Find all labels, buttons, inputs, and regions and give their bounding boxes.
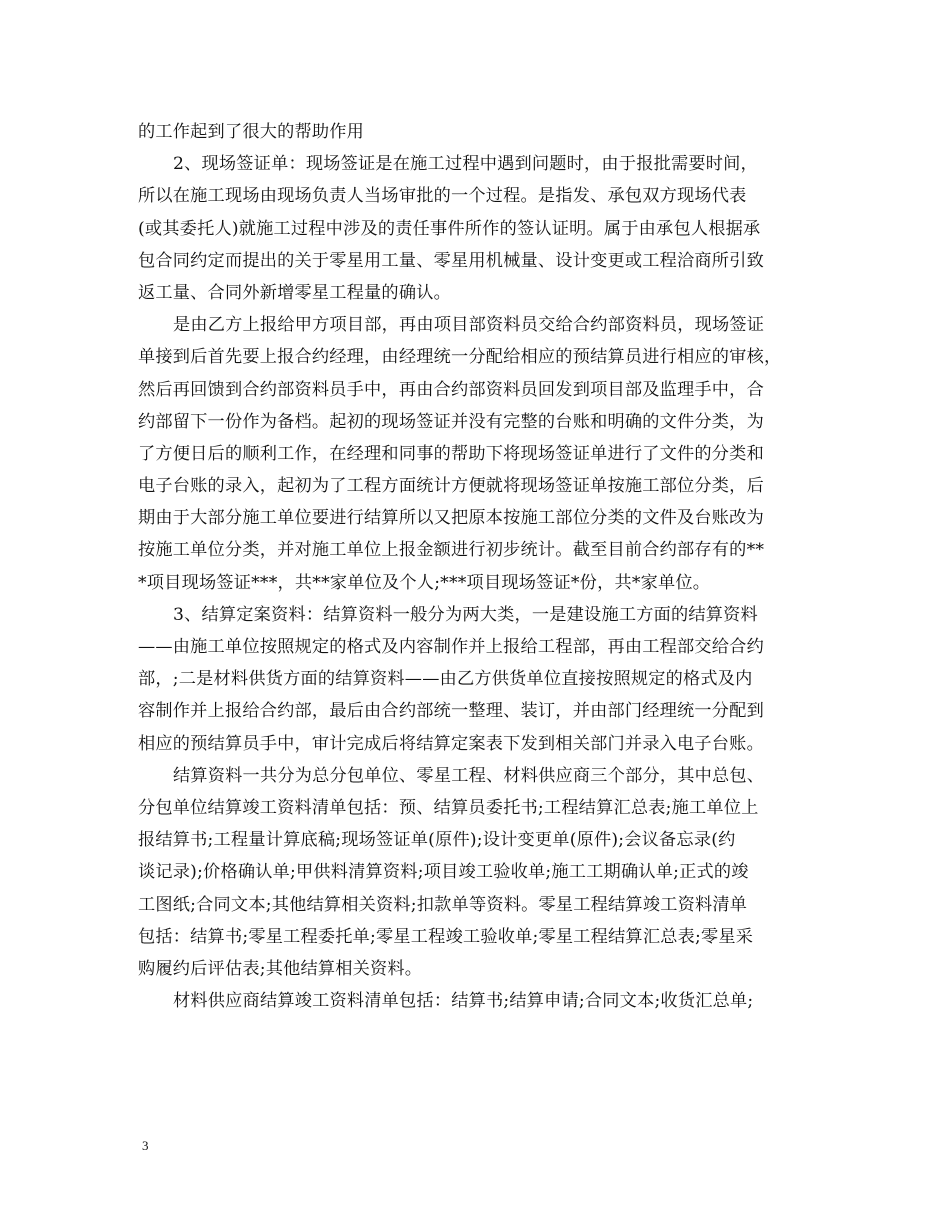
text-line: 了方便日后的顺利工作，在经理和同事的帮助下将现场签证单进行了文件的分类和 [138, 443, 764, 464]
text-line: 所以在施工现场由现场负责人当场审批的一个过程。是指发、承包双方现场代表 [138, 186, 747, 207]
text-line: 然后再回馈到合约部资料员手中，再由合约部资料员回发到项目部及监理手中，合 [138, 379, 764, 400]
text-line: 部，;二是材料供货方面的结算资料——由乙方供货单位直接按照规定的格式及内 [138, 669, 753, 690]
text-line: 期由于大部分施工单位要进行结算所以又把原本按施工部位分类的文件及台账改为 [138, 508, 764, 529]
text-line: (或其委托人)就施工过程中涉及的责任事件所作的签认证明。属于由承包人根据承 [138, 218, 761, 239]
paragraph-start-line: 3、结算定案资料：结算资料一般分为两大类，一是建设施工方面的结算资料 [173, 604, 758, 625]
paragraph-start-line: 2、现场签证单：现场签证是在施工过程中遇到问题时，由于报批需要时间， [173, 154, 758, 175]
page-number: 3 [142, 1138, 149, 1153]
text-line: *项目现场签证***，共**家单位及个人;***项目现场签证*份，共*家单位。 [138, 572, 711, 593]
text-line: 的工作起到了很大的帮助作用 [138, 122, 365, 142]
text-line: 报结算书;工程量计算底稿;现场签证单(原件);设计变更单(原件);会议备忘录(约 [138, 830, 736, 851]
text-line: 分包单位结算竣工资料清单包括：预、结算员委托书;工程结算汇总表;施工单位上 [138, 797, 759, 818]
text-line: 按施工单位分类，并对施工单位上报金额进行初步统计。截至目前合约部存有的** [138, 540, 765, 561]
text-line: 购履约后评估表;其他结算相关资料。 [138, 958, 423, 979]
paragraph-start-line: 是由乙方上报给甲方项目部，再由项目部资料员交给合约部资料员，现场签证 [173, 315, 765, 336]
text-line: 包括：结算书;零星工程委托单;零星工程竣工验收单;零星工程结算汇总表;零星采 [138, 926, 754, 947]
text-line: ——由施工单位按照规定的格式及内容制作并上报给工程部，再由工程部交给合约 [138, 637, 764, 657]
document-body [138, 116, 818, 1017]
text-line: 谈记录);价格确认单;甲供料清算资料;项目竣工验收单;施工工期确认单;正式的竣 [138, 862, 749, 883]
text-line: 电子台账的录入，起初为了工程方面统计方便就将现场签证单按施工部位分类，后 [138, 476, 764, 497]
text-line: 返工量、合同外新增零星工程量的确认。 [138, 282, 451, 303]
text-line: 工图纸;合同文本;其他结算相关资料;扣款单等资料。零星工程结算竣工资料清单 [138, 894, 748, 915]
text-line: 约部留下一份作为备档。起初的现场签证并没有完整的台账和明确的文件分类，为 [138, 411, 764, 432]
text-line: 包合同约定而提出的关于零星用工量、零星用机械量、设计变更或工程洽商所引致 [138, 250, 764, 271]
text-line: 容制作并上报给合约部，最后由合约部统一整理、装订，并由部门经理统一分配到 [138, 701, 764, 722]
text-line: 相应的预结算员手中，审计完成后将结算定案表下发到相关部门并录入电子台账。 [138, 733, 764, 754]
text-line: 单接到后首先要上报合约经理，由经理统一分配给相应的预结算员进行相应的审核， [138, 347, 782, 368]
paragraph-start-line: 结算资料一共分为总分包单位、零星工程、材料供应商三个部分，其中总包、 [173, 765, 765, 786]
paragraph-start-line: 材料供应商结算竣工资料清单包括：结算书;结算申请;合同文本;收货汇总单; [173, 991, 754, 1012]
